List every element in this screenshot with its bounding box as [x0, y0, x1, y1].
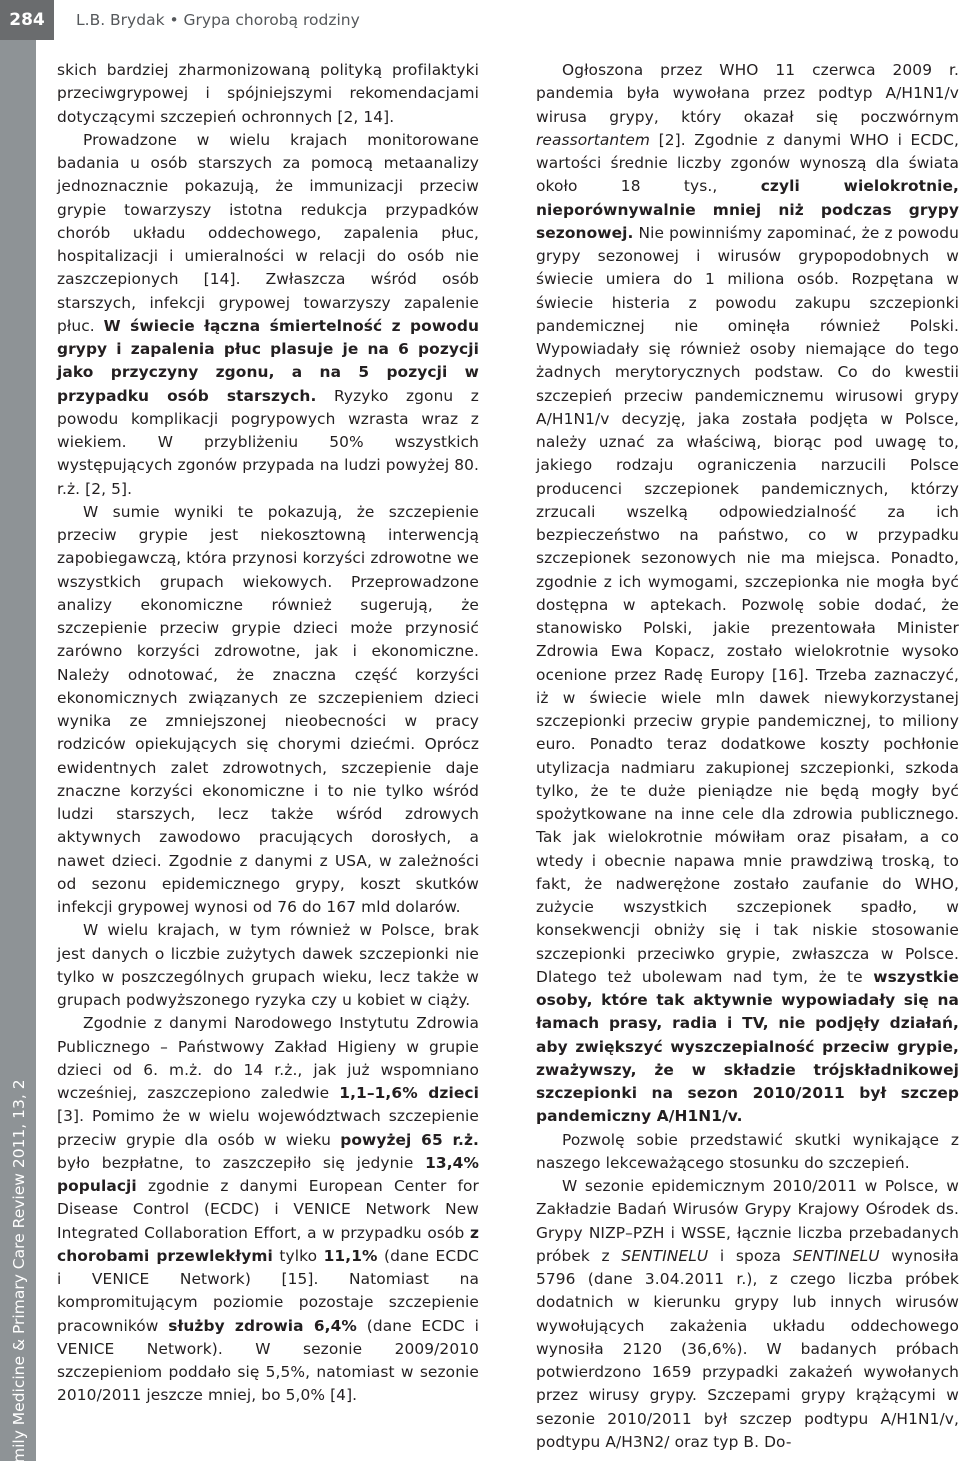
- paragraph: [57, 1012, 479, 1407]
- bold-text: czyli wielokrotnie, nieporównywalnie mniej niż podczas grypy sezonowej.: [536, 177, 959, 242]
- text-run: było bezpłatne, to zaszczepiło się jedynie: [57, 1153, 426, 1172]
- italic-text: SENTINELU: [792, 1246, 880, 1265]
- text-run: W sezonie epidemicznym 2010/2011 w Polsce, w Zakładzie Badań Wirusów Grypy Krajowy Ośrodek ds. Grypy NIZP–PZH i WSSE, łącznie liczba przebadanych próbek z: [536, 1177, 959, 1265]
- text-run: (dane ECDC i VENICE Network). W sezonie 2009/2010 szczepieniom poddało się 5,5%, natomiast w sezonie 2010/2011 jeszcze mniej, bo 5,0% [4].: [57, 1316, 480, 1405]
- right-column: [536, 59, 959, 1454]
- left-column: [57, 59, 479, 1408]
- page-number: 284: [0, 0, 54, 40]
- bold-text: 1,1–1,6% dzieci: [339, 1084, 479, 1102]
- text-run: Prowadzone w wielu krajach monitorowane badania u osób starszych za pomocą metaanalizy jednoznacznie pokazują, że immunizacji przeciw grypie towarzyszy istotna redukcja przypadków chorób układu oddechowego, zapalenia płuc, hospitalizacji i umieralności w relacji do osób nie zaszczepionych [14]. Zwłaszcza wśród osób starszych, infekcji grypowej towarzyszy zapalenie płuc.: [57, 130, 479, 335]
- italic-text: SENTINELU: [621, 1246, 709, 1265]
- paragraph: [57, 129, 479, 501]
- italic-text: reassortantem: [536, 130, 651, 149]
- paragraph: W sumie wyniki te pokazują, że szczepienie przeciw grypie jest niekosztowną interwencją zapobiegawczą, która przynosi korzyści zdrowotne we wszystkich grupach wiekowych. Przeprowadzone analizy ekonomiczne również sugerują, że szczepienie przeciw grypie dzieci może przynosić zarówno korzyści zdrowotne, jak i ekonomiczne. Należy odnotować, że znaczna część korzyści ekonomicznych związanych ze szczepieniem dzieci wynika ze zmniejszonej nieobecności w pracy rodziców opiekujących się chorymi dziećmi. Oprócz ewidentnych zalet zdrowotnych, szczepienie daje znaczne korzyści ekonomiczne i to nie tylko wśród ludzi starszych, lecz także wśród zdrowych aktywnych zawodowo pracujących dorosłych, a nawet dzieci. Zgodnie z danymi z USA, w zależności od sezonu epidemicznego grypy, koszt skutków infekcji grypowej wynosi od 76 do 167 mld dolarów.: [57, 502, 479, 916]
- paragraph: skich bardziej zharmonizowaną polityką profilaktyki przeciwgrypowej i spójniejszymi rekomendacjami dotyczącymi szczepień ochronnych [2, 14].: [57, 61, 479, 126]
- text-run: Ogłoszona przez WHO 11 czerwca 2009 r. pandemia była wywołana przez podtyp A/H1N1/v wirusa grypy, który okazał się poczwórnym: [536, 61, 959, 126]
- text-run: Ryzyko zgonu z powodu komplikacji pogrypowych wzrasta wraz z wiekiem. W przybliżeniu 50% wszystkich występujących zgonów przypada na ludzi powyżej 80. r.ż. [2, 5].: [57, 386, 479, 498]
- text-run: Zgodnie z danymi Narodowego Instytutu Zdrowia Publicznego – Państwowy Zakład Higieny w grupie dzieci od 6. m.ż. do 14 r.ż., jak już wspomniano wcześniej, zaszczepiono zaledwie: [57, 1014, 479, 1102]
- journal-title: Family Medicine & Primary Care Review 2011, 13, 2: [10, 1079, 28, 1480]
- running-head: L.B. Brydak • Grypa chorobą rodziny: [76, 11, 360, 29]
- text-run: zgodnie z danymi European Center for Disease Control (ECDC) i VENICE Network New Integrated Collaboration Effort, a w przypadku osób: [57, 1177, 479, 1242]
- journal-side-band: [0, 40, 36, 1480]
- text-run: wynosiła 5796 (dane 3.04.2011 r.), z czego liczba próbek dodatnich w kierunku grypy lub innych wirusów wywołujących zakażenia układu oddechowego wynosiła 2120 (36,6%). W badanych próbach potwierdzono 1659 przypadki zakażeń wywołanych przez wirusy grypy. Szczepami grypy krążącymi w sezonie 2010/2011 był szczep podtypu A/H1N1/v, podtypu A/H3N2/ oraz typ B. Do-: [536, 1246, 959, 1451]
- text-run: Nie powinniśmy zapominać, że z powodu grypy sezonowej i wirusów grypopodobnych w świecie umiera do 1 miliona osób. Rozpętana w świecie histeria z powodu zakupu szczepionki pandemicznej nie ominęła również Polski. Wypowiadały się również osoby niemające do tego żadnych merytorycznych podstaw. Co do kwestii szczepień przeciw pandemicznemu wirusowi grypy A/H1N1/v decyzję, jaka została podjęta w Polsce, należy uznać za właściwą, biorąc pod uwagę to, jakiego rodzaju ograniczenia narzucili Polsce producenci szczepionek pandemicznych, którzy zrzucali wszelką odpowiedzialność za ich bezpieczeństwo na państwo, co w przypadku szczepionek sezonowych nie ma miejsca. Ponadto, zgodnie z ich wymogami, szczepionka nie mogła być dostępna w aptekach. Pozwolę sobie dodać, że stanowisko Polski, jakie prezentowała Minister Zdrowia Ewa Kopacz, zostało wielokrotnie wysoko ocenione przez Radę Europy [16]. Trzeba zaznaczyć, iż w świecie wiele mln dawek niewykorzystanej szczepionki przeciw grypie pandemicznej, to miliony euro. Ponadto teraz dodatkowe koszty pochłonie utylizacja nadmiaru zakupionej szczepionki, szkoda tylko, że te duże pieniądze nie będą mogły być spożytkowane na inne cele dla zdrowia publicznego. Tak jak wielokrotnie mówiłam oraz pisałam, a co wtedy i obecnie napawa mnie prawdziwą troską, to fakt, że nadwerężone zostało zaufanie do WHO, zużycie wszystkich szczepionek spadło, w konsekwencji obniży się i tak niskie stosowanie szczepionki przeciwko grypie, zwłaszcza w Polsce. Dlatego też ubolewam nad tym, że te: [536, 223, 959, 986]
- text-run: (dane ECDC i VENICE Network) [15]. Natomiast na kompromitującym poziomie pozostaje szczepienie pracowników: [57, 1246, 479, 1335]
- bold-text: 11,1%: [323, 1246, 378, 1265]
- text-run: [2]. Zgodnie z danymi WHO i ECDC, wartości średnie liczby zgonów wynoszą dla świata około 18 tys.,: [536, 130, 959, 196]
- bold-text: W świecie łączna śmiertelność z powodu grypy i zapalenia płuc plasuje je na 6 pozycji jako przyczyny zgonu, a na 5 pozycji w przypadku osób starszych.: [57, 316, 479, 405]
- text-run: tylko: [272, 1246, 324, 1265]
- bold-text: 13,4% populacji: [57, 1153, 479, 1195]
- page-header: [0, 0, 960, 40]
- bold-text: wszystkie osoby, które tak aktywnie wypowiadały się na łamach prasy, radia i TV, nie podjęły działań, aby zwiększyć wyszczepialność przeciw grypie, zważywszy, że w składzie trójskładnikowej szczepionki na sezon 2010/2011 był szczep pandemiczny A/H1N1/v.: [536, 967, 959, 1126]
- paragraph: Pozwolę sobie przedstawić skutki wynikające z naszego lekceważącego stosunku do szczepień.: [536, 1130, 959, 1172]
- text-run: [3]. Pomimo że w wielu województwach szczepienie przeciw grypie dla osób w wieku: [57, 1107, 479, 1149]
- bold-text: powyżej 65 r.ż.: [340, 1130, 479, 1149]
- bold-text: z chorobami przewlekłymi: [57, 1223, 479, 1265]
- paragraph: [536, 1175, 959, 1454]
- paragraph: W wielu krajach, w tym również w Polsce, brak jest danych o liczbie zużytych dawek szczepionki nie tylko w poszczególnych grupach wieku, lecz także w grupach podwyższonego ryzyka czy u kobiet w ciąży.: [57, 921, 479, 1009]
- bold-text: służby zdrowia 6,4%: [168, 1316, 357, 1335]
- text-run: i spoza: [708, 1246, 793, 1265]
- paragraph: [536, 59, 959, 1129]
